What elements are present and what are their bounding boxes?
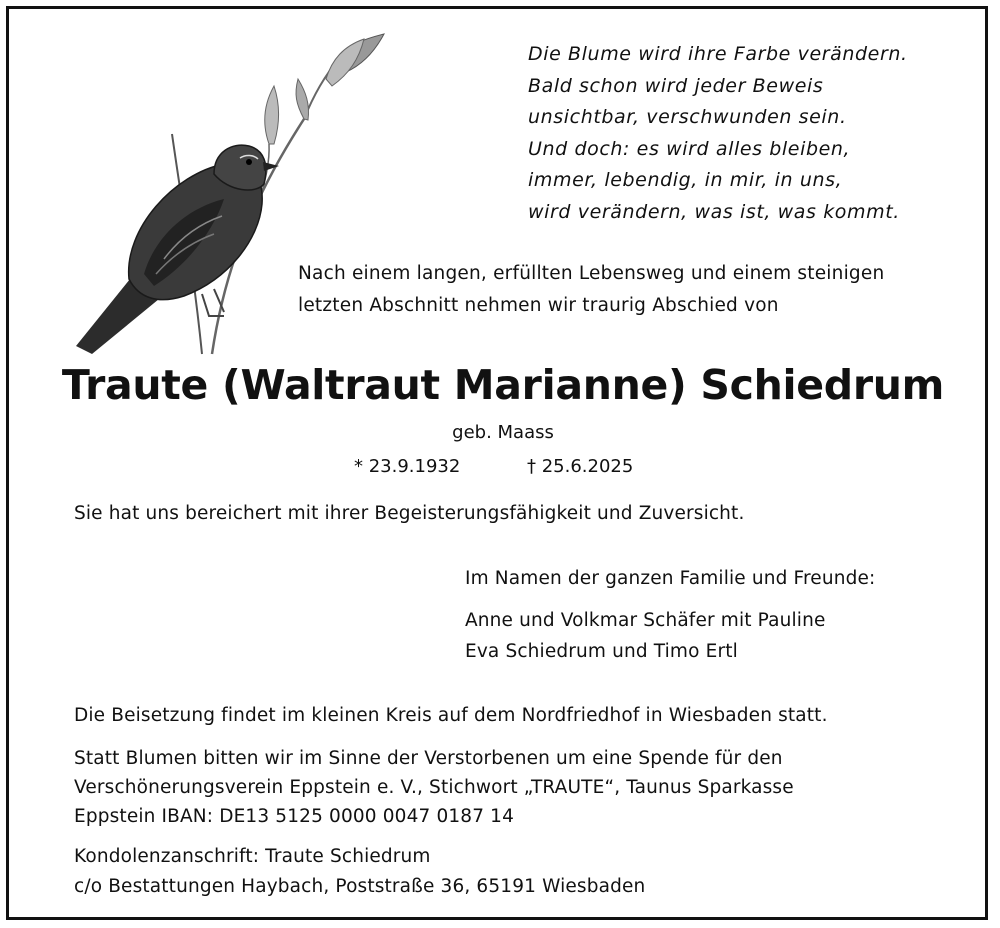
poem-line: unsichtbar, verschwunden sein. [528, 106, 847, 128]
deceased-name: Traute (Waltraut Marianne) Schiedrum [61, 361, 945, 409]
condolence-address [74, 842, 645, 902]
birth-date: * 23.9.1932 [354, 456, 461, 477]
intro-text [298, 258, 884, 322]
poem-line: Und doch: es wird alles bleiben, [528, 137, 851, 160]
family-name-line: Anne und Volkmar Schäfer mit Pauline [465, 610, 826, 631]
poem-line: Die Blume wird ihre Farbe verändern. [528, 43, 908, 65]
family-names [465, 605, 826, 667]
family-heading: Im Namen der ganzen Familie und Freunde: [465, 568, 876, 589]
donation-line: Verschönerungsverein Eppstein e. V., Stichwort „TRAUTE“, Taunus Sparkasse [74, 777, 794, 798]
poem-line: immer, lebendig, in mir, in uns, [528, 169, 843, 191]
burial-text: Die Beisetzung findet im kleinen Kreis auf dem Nordfriedhof in Wiesbaden statt. [74, 705, 828, 726]
donation-line: Statt Blumen bitten wir im Sinne der Verstorbenen um eine Spende für den [74, 748, 783, 769]
donation-text [74, 744, 794, 831]
poem-line: wird verändern, was ist, was kommt. [528, 200, 900, 223]
poem-line: Bald schon wird jeder Beweis [528, 74, 824, 97]
tribute-text: Sie hat uns bereichert mit ihrer Begeisterungsfähigkeit und Zuversicht. [74, 503, 745, 524]
intro-line: Nach einem langen, erfüllten Lebensweg und einem steinigen [298, 263, 885, 284]
intro-line: letzten Abschnitt nehmen wir traurig Abschied von [298, 295, 779, 316]
birth-name: geb. Maass [452, 422, 554, 443]
donation-line: Eppstein IBAN: DE13 5125 0000 0047 0187 14 [74, 806, 514, 827]
obituary-frame [6, 6, 988, 920]
condolence-line: Kondolenzanschrift: Traute Schiedrum [74, 846, 431, 867]
condolence-line: c/o Bestattungen Haybach, Poststraße 36, 65191 Wiesbaden [74, 876, 646, 897]
family-name-line: Eva Schiedrum und Timo Ertl [465, 641, 738, 662]
death-date: † 25.6.2025 [527, 456, 634, 477]
poem [528, 39, 908, 228]
